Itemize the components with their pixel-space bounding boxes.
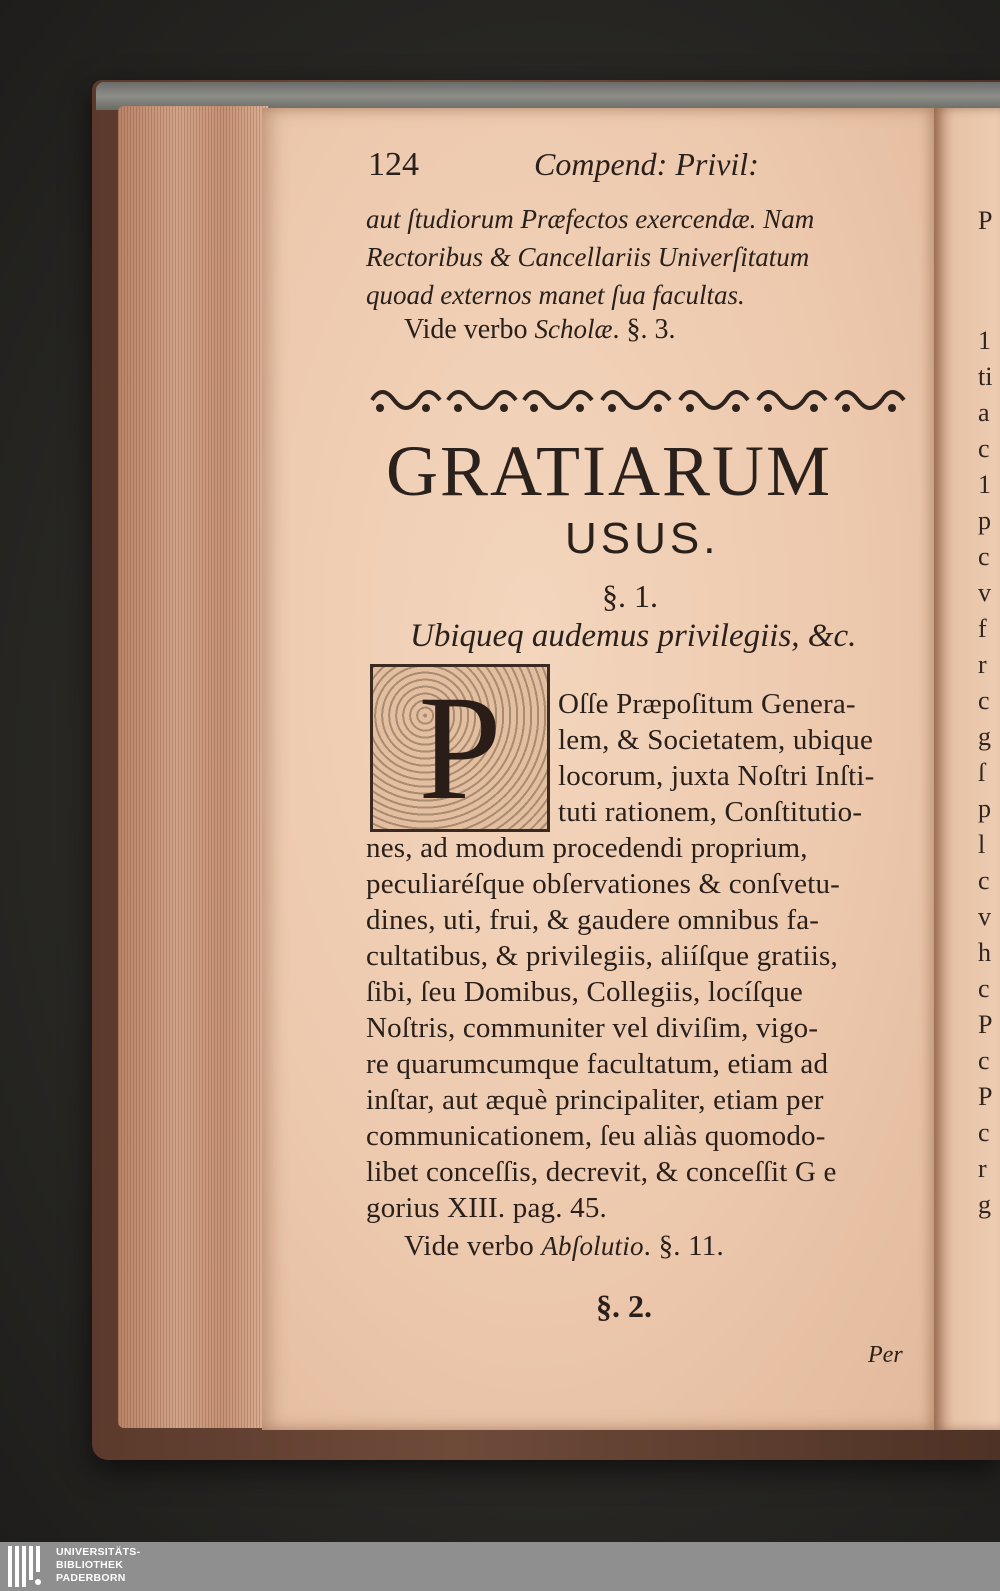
facing-page-letter: ti [978, 362, 993, 391]
facing-page-letter: P [978, 1010, 993, 1039]
book-page [262, 108, 934, 1430]
section-title: GRATIARUM [386, 431, 833, 511]
body-line: Noſtris, communiter vel diviſim, vigo- [366, 1012, 819, 1044]
facing-page-letter: p [978, 506, 991, 535]
running-title: Compend: Privil: [534, 146, 759, 182]
cross-reference-term: Scholæ [534, 314, 613, 344]
facing-page-letter: r [978, 650, 987, 679]
body-line: tuti rationem, Conſtitutio- [558, 796, 863, 828]
facing-page-letter: c [978, 866, 990, 895]
facing-page-letter: v [978, 902, 991, 931]
facing-page-letter: g [978, 1190, 991, 1219]
paragraph-number: §. 1. [602, 578, 658, 614]
body-line: communicationem, ſeu aliàs quomodo- [366, 1120, 826, 1152]
cross-reference-suffix: . §. 11. [643, 1230, 724, 1262]
cross-reference [404, 314, 676, 346]
facing-page-letter: c [978, 542, 990, 571]
cross-reference [404, 1230, 724, 1263]
library-logo-text [56, 1546, 140, 1585]
paragraph-number: §. 2. [596, 1288, 652, 1324]
facing-page-letter: c [978, 686, 990, 715]
facing-page-edge [934, 108, 1000, 1430]
facing-page-letter: c [978, 1046, 990, 1075]
library-logo-icon [8, 1546, 48, 1587]
body-line: peculiaréſque obſervationes & conſvetu- [366, 868, 841, 900]
facing-page-letter: 1 [978, 326, 991, 355]
decorated-initial [370, 664, 550, 832]
body-line: inſtar, aut æquè principaliter, etiam per [366, 1084, 824, 1116]
body-line: nes, ad modum procedendi proprium, [366, 832, 808, 864]
body-line: locorum, juxta Noſtri Inſti- [558, 760, 875, 792]
facing-page-letter: P [978, 1082, 993, 1111]
drop-cap-letter: P [418, 665, 502, 831]
body-line: dines, uti, frui, & gaudere omnibus fa- [366, 904, 820, 936]
footer-bar [0, 1542, 1000, 1591]
section-subtitle: USUS. [565, 514, 720, 563]
logo-line: UNIVERSITÄTS- [56, 1546, 141, 1558]
facing-page-letter: p [978, 794, 991, 823]
facing-page-letter: c [978, 434, 990, 463]
body-line: gorius XIII. pag. 45. [366, 1192, 607, 1224]
facing-page-letter: 1 [978, 470, 991, 499]
facing-page-letter: c [978, 974, 990, 1003]
facing-page-letter: f [978, 614, 987, 643]
facing-page-letter: g [978, 722, 991, 751]
facing-page-letter: l [978, 830, 986, 859]
logo-line: BIBLIOTHEK [56, 1559, 124, 1571]
text-line: aut ſtudiorum Præfectos exercendæ. Nam [366, 204, 815, 234]
body-line: cultatibus, & privilegiis, aliíſque gratiis, [366, 940, 838, 972]
text-line: Rectoribus & Cancellariis Univerſitatum [366, 242, 810, 272]
catchword: Per [868, 1342, 903, 1368]
facing-page-letter: v [978, 578, 991, 607]
cross-reference-suffix: . §. 3. [612, 314, 676, 345]
page-edges [118, 106, 268, 1428]
body-line: re quarumcumque facultatum, etiam ad [366, 1048, 829, 1080]
facing-page-letter: P [978, 206, 993, 235]
page-number: 124 [368, 146, 419, 183]
body-line: libet conceſſis, decrevit, & conceſſit G e [366, 1156, 837, 1188]
logo-line: PADERBORN [56, 1572, 126, 1584]
cross-reference-term: Abſolutio [541, 1231, 644, 1261]
body-line: Oſſe Præpoſitum Genera- [558, 688, 856, 720]
facing-page-letter: a [978, 398, 990, 427]
text-line: quoad externos manet ſua facultas. [366, 280, 745, 310]
facing-page-letter: ſ [978, 758, 986, 787]
body-line: ſibi, ſeu Domibus, Collegiis, locíſque [366, 976, 803, 1008]
cross-reference-prefix: Vide verbo [404, 314, 535, 345]
body-line: lem, & Societatem, ubique [558, 724, 874, 756]
ornament-band [366, 380, 906, 420]
facing-page-letter: c [978, 1118, 990, 1147]
facing-page-letter: h [978, 938, 991, 967]
paragraph-heading: Ubiqueq audemus privilegiis, &c. [410, 618, 857, 654]
facing-page-letter: r [978, 1154, 987, 1183]
cross-reference-prefix: Vide verbo [404, 1230, 542, 1262]
